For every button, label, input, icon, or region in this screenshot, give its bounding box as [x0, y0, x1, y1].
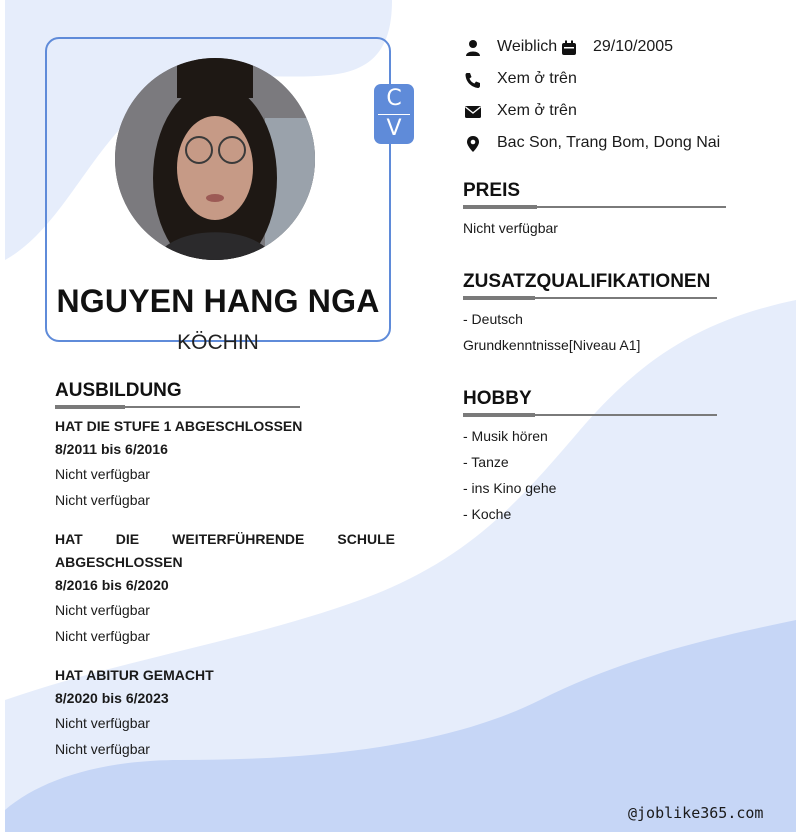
- qualification-line-1: - Deutsch: [463, 311, 523, 327]
- cv-badge: [374, 84, 414, 144]
- education-entry-line: Nicht verfügbar: [55, 741, 150, 757]
- education-entry-period: 8/2020 bis 6/2023: [55, 690, 169, 706]
- education-entry-line: Nicht verfügbar: [55, 492, 150, 508]
- education-entry-name-cont: ABGESCHLOSSEN: [55, 554, 183, 570]
- awards-title: PREIS: [463, 180, 521, 201]
- birthdate-value: 29/10/2005: [593, 38, 674, 55]
- education-entry-name: HAT DIE WEITERFÜHRENDE SCHULE: [55, 531, 395, 547]
- gender-value: Weiblich: [497, 38, 558, 55]
- education-title: AUSBILDUNG: [55, 380, 182, 401]
- footer-handle: @joblike365.com: [628, 804, 764, 822]
- calendar-icon: [561, 40, 577, 56]
- profile-photo: [115, 58, 315, 260]
- address-value: Bac Son, Trang Bom, Dong Nai: [497, 134, 721, 151]
- hobbies-title: HOBBY: [463, 388, 532, 409]
- qualification-line-2: Grundkenntnisse[Niveau A1]: [463, 337, 641, 353]
- hobby-item: - Musik hören: [463, 428, 548, 444]
- hobby-item: - Tanze: [463, 454, 509, 470]
- education-entry-name: HAT DIE STUFE 1 ABGESCHLOSSEN: [55, 418, 303, 434]
- awards-text: Nicht verfügbar: [463, 220, 558, 236]
- education-rule: [55, 406, 300, 408]
- education-entry-line: Nicht verfügbar: [55, 628, 150, 644]
- envelope-icon: [464, 103, 482, 121]
- cv-badge-top: C: [386, 86, 402, 111]
- education-entry-period: 8/2016 bis 6/2020: [55, 577, 169, 593]
- education-entry-line: Nicht verfügbar: [55, 602, 150, 618]
- education-entry-line: Nicht verfügbar: [55, 715, 150, 731]
- cv-badge-bottom: V: [386, 116, 402, 141]
- phone-value: Xem ở trên: [497, 70, 577, 87]
- education-entry-name: HAT ABITUR GEMACHT: [55, 667, 214, 683]
- hobby-item: - ins Kino gehe: [463, 480, 557, 496]
- hobbies-rule: [463, 414, 717, 416]
- person-icon: [464, 39, 482, 57]
- email-value: Xem ở trên: [497, 102, 577, 119]
- hobby-item: - Koche: [463, 506, 512, 522]
- awards-rule: [463, 206, 726, 208]
- qualifications-rule: [463, 297, 717, 299]
- location-pin-icon: [464, 135, 482, 153]
- phone-icon: [464, 71, 482, 89]
- qualifications-title: ZUSATZQUALIFIKATIONEN: [463, 271, 711, 292]
- candidate-name: NGUYEN HANG NGA: [56, 283, 380, 319]
- job-title: KÖCHIN: [177, 331, 259, 354]
- education-entry-period: 8/2011 bis 6/2016: [55, 441, 168, 457]
- education-entry-line: Nicht verfügbar: [55, 466, 150, 482]
